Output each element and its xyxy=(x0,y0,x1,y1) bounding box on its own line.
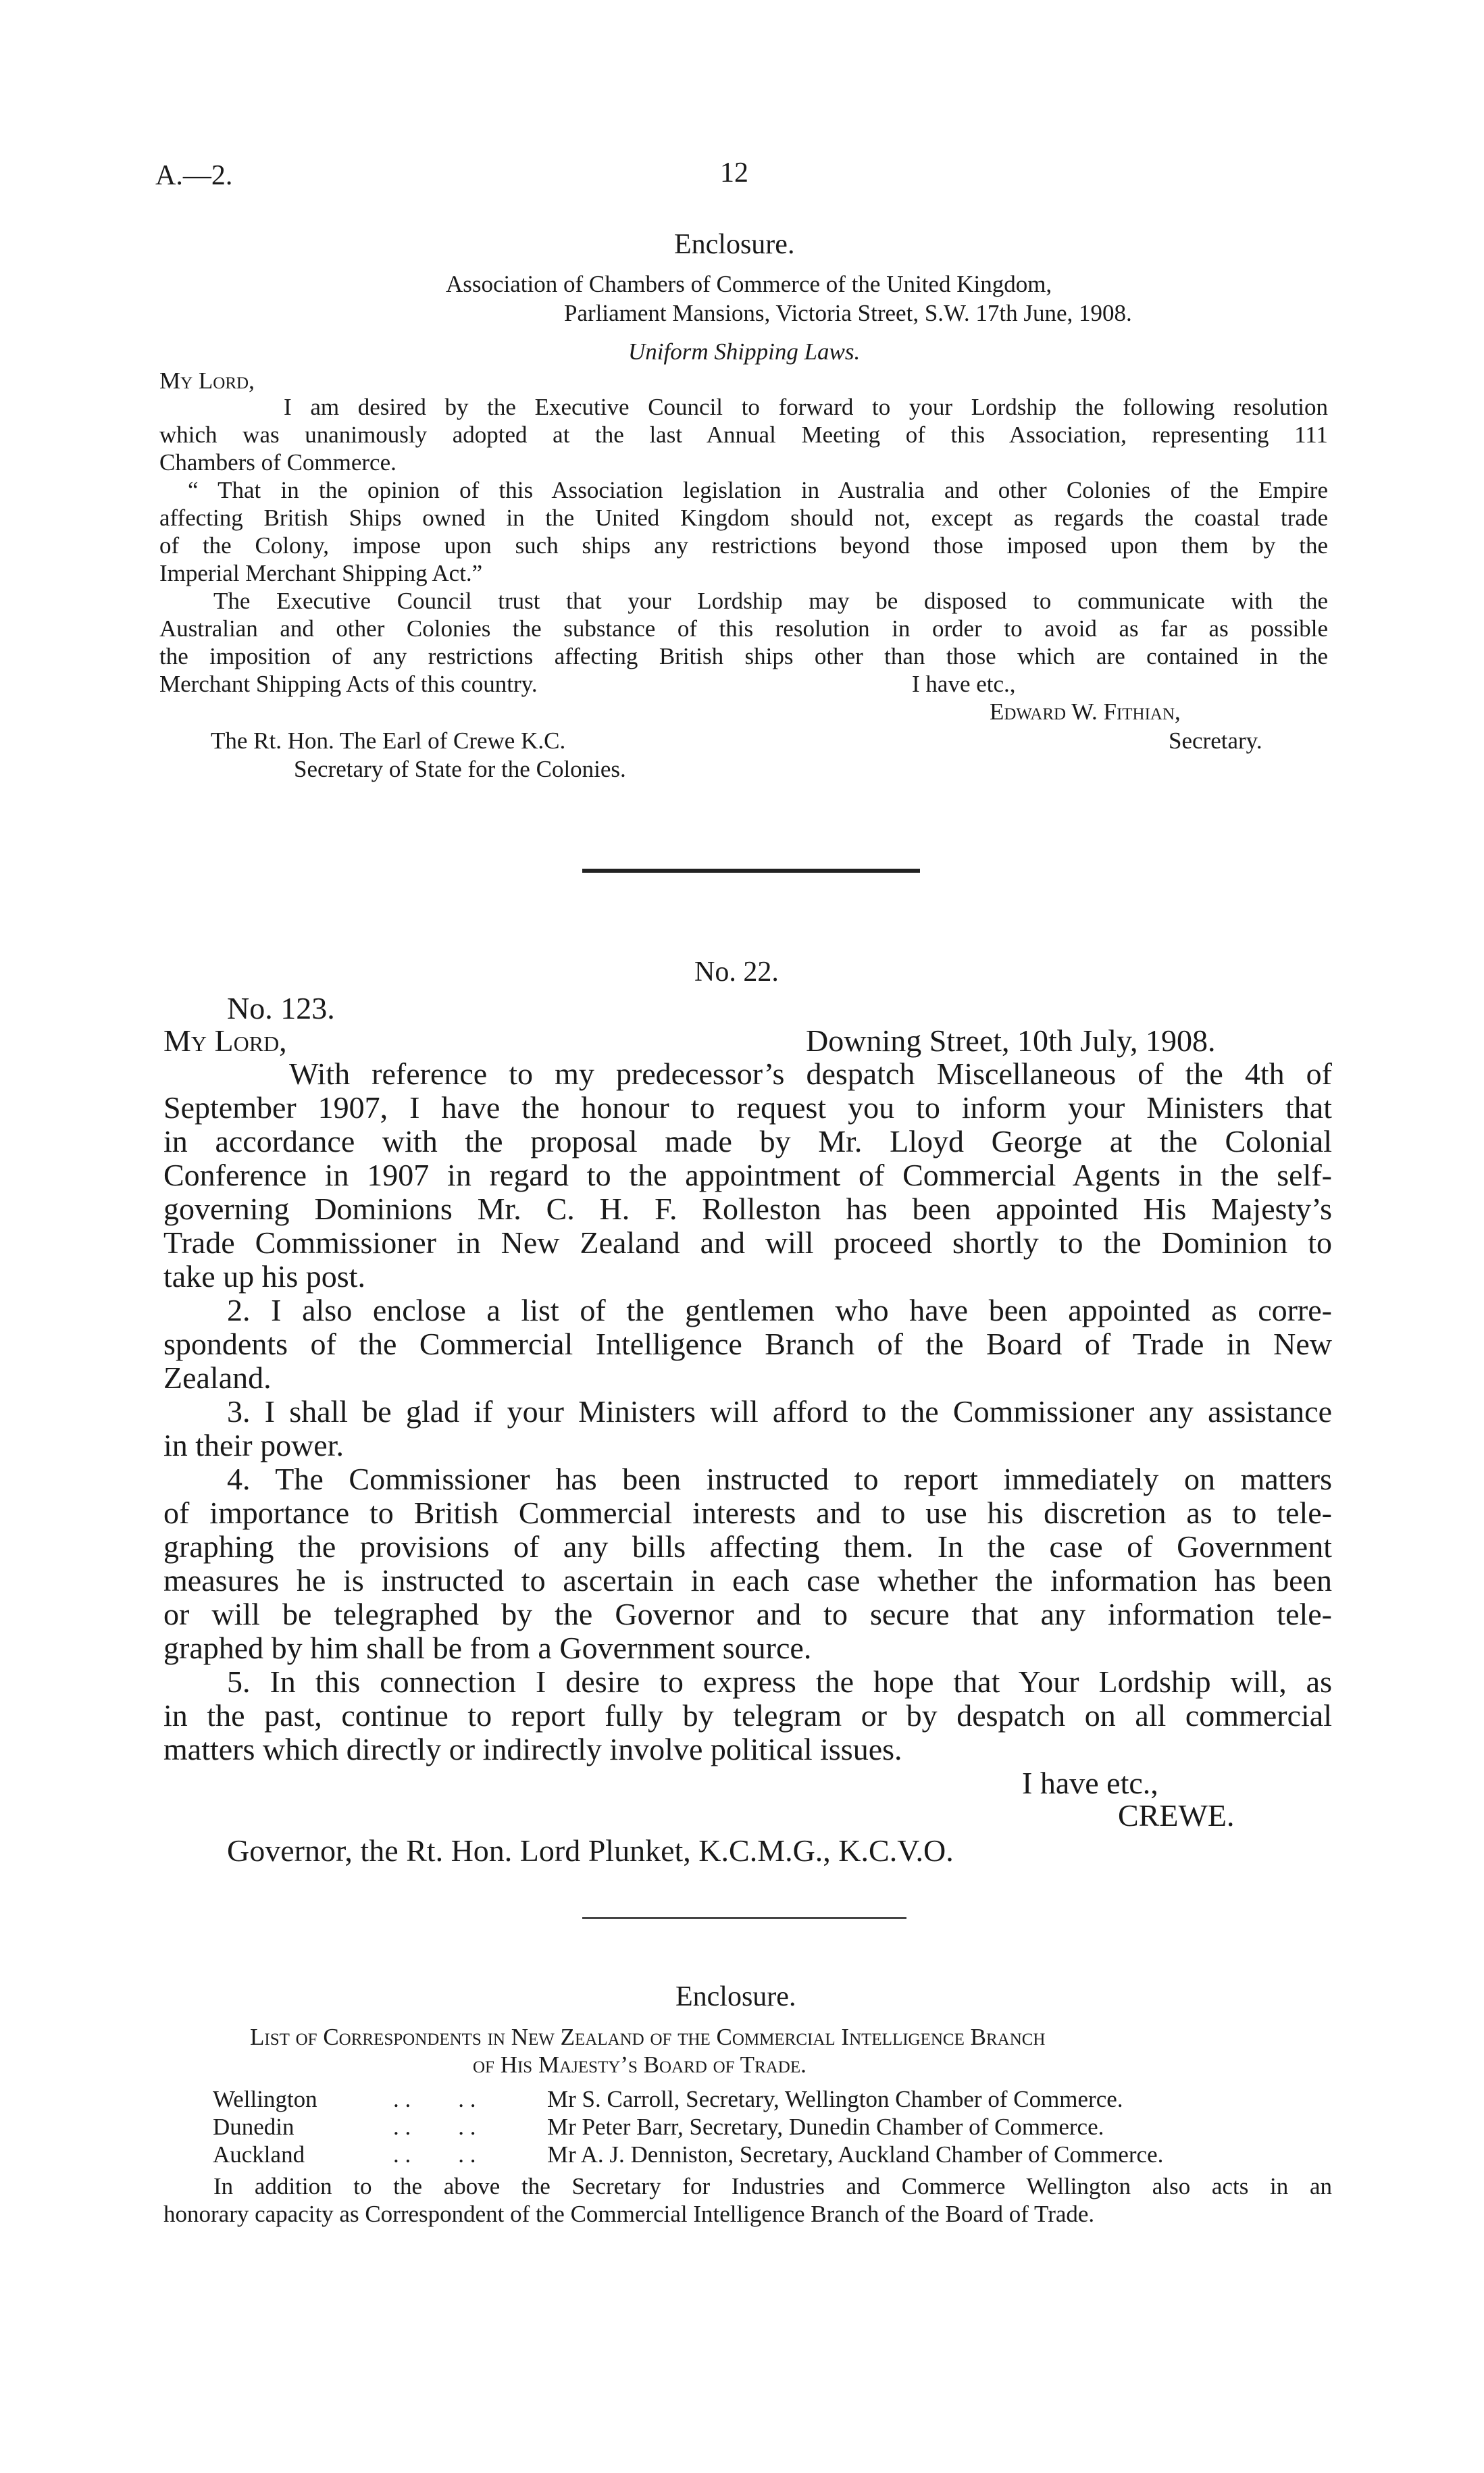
row-leader-dots: . . . . xyxy=(393,2086,476,2112)
closing-note: In addition to the above the Secretary for Industries and Commerce Wellington also acts in an honorary capacity as Correspondent of the Commercial Intelligence Branch of the Board of Trade. xyxy=(163,2173,1332,2227)
reference-number: No. 123. xyxy=(227,991,335,1025)
letter-subject: Uniform Shipping Laws. xyxy=(628,338,861,365)
row-person: Mr A. J. Denniston, Secretary, Auckland Chamber of Commerce. xyxy=(547,2141,1164,2168)
salutation: My Lord, xyxy=(159,367,255,394)
paragraph-request: I am desired by the Executive Council to forward to your Lordship the following resolution which was unanimously adopted at the last Annual Meeting of this Association, representing 111 Chambers of Commerce. xyxy=(159,394,1328,476)
enclosure-heading: Enclosure. xyxy=(674,229,795,260)
addressee-title: Secretary of State for the Colonies. xyxy=(294,756,626,782)
paragraph-resolution: “ That in the opinion of this Association legislation in Australia and other Colonies of the Empire affecting British Ships owned in the United Kingdom should not, except as regards the coastal trade of the Colony, impose upon such ships any restrictions beyond those imposed upon them by the Imperial Merchant Shipping Act.” xyxy=(159,477,1328,586)
despatch-heading: No. 22. xyxy=(694,957,779,988)
row-city: Wellington xyxy=(213,2086,317,2112)
paragraph-2: 2. I also enclose a list of the gentlemen who have been appointed as corre- spondents of the Commercial Intelligence Branch of the Board of Trade in New Zealand. xyxy=(163,1293,1332,1395)
page-number: 12 xyxy=(720,157,748,188)
salutation: My Lord, xyxy=(163,1023,287,1058)
signatory-name: Edward W. Fithian, xyxy=(990,698,1181,725)
row-person: Mr S. Carroll, Secretary, Wellington Chamber of Commerce. xyxy=(547,2086,1123,2112)
paragraph-3: 3. I shall be glad if your Ministers will afford to the Commissioner any assistance in their power. xyxy=(163,1394,1332,1462)
paragraph-4: 4. The Commissioner has been instructed to report immediately on matters of importance to British Commercial interests and to use his discretion as to tele- graphing the provisions of any bills affecting them. In the case of Government measures he is instructed to ascertain in each case whether the information has been or will be telegraphed by the Governor and to secure that any information tele- graphed by him shall be from a Government source. xyxy=(163,1462,1332,1665)
sender-organization: Association of Chambers of Commerce of the United Kingdom, xyxy=(446,271,1052,297)
paragraph-5: 5. In this connection I desire to express the hope that Your Lordship will, as in the past, continue to report fully by telegram or by despatch on all commercial matters which directly or indirectly involve political issues. xyxy=(163,1664,1332,1766)
addressee-name: The Rt. Hon. The Earl of Crewe K.C. xyxy=(211,728,566,754)
signature: CREWE. xyxy=(1118,1798,1235,1833)
place-and-date: Downing Street, 10th July, 1908. xyxy=(806,1023,1216,1058)
document-code: A.—2. xyxy=(155,160,233,191)
signatory-title: Secretary. xyxy=(1169,728,1262,754)
row-city: Auckland xyxy=(213,2141,305,2168)
row-city: Dunedin xyxy=(213,2114,295,2140)
list-title-line-1: List of Correspondents in New Zealand of the Commercial Intelligence Branch xyxy=(250,2024,1046,2050)
row-leader-dots: . . . . xyxy=(393,2114,476,2140)
enclosure-heading: Enclosure. xyxy=(675,1981,796,2012)
paragraph-1: With reference to my predecessor’s despatch Miscellaneous of the 4th of September 1907, I have the honour to request you to inform your Ministers that in accordance with the proposal made by Mr. Lloyd George at the Colonial Conference in 1907 in regard to the appointment of Commercial Agents in the self- governing Dominions Mr. C. H. F. Rolleston has been appointed His Majesty’s Trade Commissioner in New Zealand and will proceed shortly to the Dominion to take up his post. xyxy=(163,1056,1332,1294)
section-divider xyxy=(582,1917,906,1919)
row-leader-dots: . . . . xyxy=(393,2141,476,2168)
paragraph-council-trust: The Executive Council trust that your Lordship may be disposed to communicate with the Australian and other Colonies the substance of this resolution in order to avoid as far as possible the imposition of any restrictions affecting British ships other than those which are contained in the Merchant Shipping Acts of this country. xyxy=(159,588,1328,697)
closing: I have etc., xyxy=(1022,1766,1158,1800)
closing: I have etc., xyxy=(912,671,1016,697)
section-divider xyxy=(582,869,920,873)
list-title-line-2: of His Majesty’s Board of Trade. xyxy=(473,2051,807,2078)
addressee: Governor, the Rt. Hon. Lord Plunket, K.C.M.G., K.C.V.O. xyxy=(227,1833,954,1868)
sender-address-date: Parliament Mansions, Victoria Street, S.W. 17th June, 1908. xyxy=(564,300,1132,326)
row-person: Mr Peter Barr, Secretary, Dunedin Chamber of Commerce. xyxy=(547,2114,1104,2140)
